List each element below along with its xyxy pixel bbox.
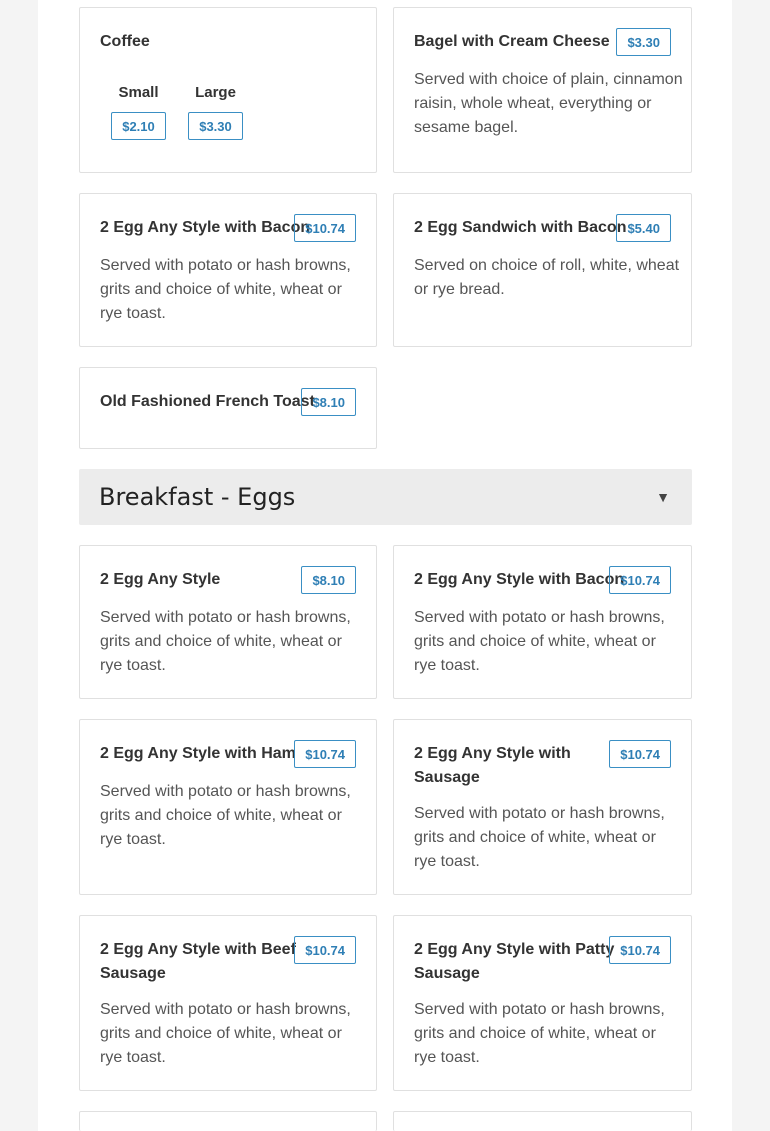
item-title — [414, 742, 571, 790]
desc-line: Served with choice of plain, cinnamon — [414, 71, 683, 88]
title-line: Sausage — [414, 769, 480, 786]
size-option-small[interactable] — [110, 82, 167, 140]
desc-line: Served with potato or hash browns, — [414, 805, 665, 822]
chevron-down-icon[interactable]: ▼ — [656, 489, 670, 505]
item-title — [414, 938, 614, 986]
price-button[interactable]: $10.74 — [609, 740, 671, 768]
item-title — [100, 568, 220, 592]
price-button[interactable]: $3.30 — [616, 28, 671, 56]
menu-item-bagel[interactable] — [393, 7, 692, 173]
desc-line: grits and choice of white, wheat or — [100, 1025, 342, 1042]
desc-line: grits and choice of white, wheat or — [414, 829, 656, 846]
item-description — [414, 254, 679, 302]
desc-line: Served on choice of roll, white, wheat — [414, 257, 680, 274]
item-title: Coffee — [100, 33, 150, 50]
item-description — [414, 802, 665, 874]
price-button[interactable]: $8.10 — [301, 566, 356, 594]
desc-line: rye toast. — [100, 1049, 166, 1066]
menu-item-partial-right[interactable] — [393, 1111, 692, 1131]
item-description — [414, 606, 665, 678]
item-title — [100, 742, 296, 766]
desc-line: rye toast. — [100, 831, 166, 848]
item-description — [414, 998, 665, 1070]
desc-line: sesame bagel. — [414, 119, 519, 136]
title-line: 2 Egg Any Style with — [414, 745, 571, 762]
title-line: Sausage — [100, 965, 166, 982]
price-button[interactable]: $10.74 — [609, 936, 671, 964]
item-description — [100, 254, 351, 326]
desc-line: Served with potato or hash browns, — [414, 1001, 665, 1018]
desc-line: grits and choice of white, wheat or — [100, 633, 342, 650]
item-description — [100, 998, 351, 1070]
title-line: 2 Egg Any Style with Beef — [100, 941, 296, 958]
desc-line: Served with potato or hash browns, — [100, 783, 351, 800]
menu-item-coffee[interactable] — [79, 7, 377, 173]
price-button[interactable]: $10.74 — [294, 214, 356, 242]
menu-item-egg-any-style-bacon[interactable] — [393, 545, 692, 699]
desc-line: rye toast. — [414, 1049, 480, 1066]
menu-item-egg-sandwich[interactable] — [393, 193, 692, 347]
desc-line: rye toast. — [100, 305, 166, 322]
item-title: 2 Egg Any Style with Bacon — [100, 219, 311, 236]
size-label: Small — [118, 84, 159, 101]
price-button[interactable]: $10.74 — [294, 936, 356, 964]
title-line: 2 Egg Any Style — [100, 571, 221, 588]
desc-line: grits and choice of white, wheat or — [414, 633, 656, 650]
size-option-large[interactable] — [187, 82, 244, 140]
menu-item-egg-any-style-beef-sausage[interactable] — [79, 915, 377, 1091]
menu-item-egg-bacon[interactable] — [79, 193, 377, 347]
title-line: 2 Egg Any Style with Patty — [414, 941, 615, 958]
desc-line: Served with potato or hash browns, — [100, 1001, 351, 1018]
item-description — [100, 606, 351, 678]
desc-line: rye toast. — [414, 853, 480, 870]
item-description — [414, 68, 683, 140]
menu-item-egg-any-style[interactable] — [79, 545, 377, 699]
menu-item-partial-left[interactable] — [79, 1111, 377, 1131]
item-title: Bagel with Cream Cheese — [414, 33, 610, 50]
price-button[interactable]: $2.10 — [111, 112, 166, 140]
desc-line: raisin, whole wheat, everything or — [414, 95, 652, 112]
price-button[interactable]: $5.40 — [616, 214, 671, 242]
menu-item-egg-any-style-ham[interactable] — [79, 719, 377, 895]
item-title: 2 Egg Sandwich with Bacon — [414, 219, 627, 236]
title-line: Sausage — [414, 965, 480, 982]
menu-item-french-toast[interactable] — [79, 367, 377, 449]
item-title — [414, 568, 624, 592]
price-button[interactable]: $8.10 — [301, 388, 356, 416]
item-description — [100, 780, 351, 852]
desc-line: Served with potato or hash browns, — [414, 609, 665, 626]
menu-item-egg-any-style-patty-sausage[interactable] — [393, 915, 692, 1091]
title-line: 2 Egg Any Style with Ham — [100, 745, 296, 762]
price-button[interactable]: $10.74 — [609, 566, 671, 594]
desc-line: grits and choice of white, wheat or — [100, 807, 342, 824]
desc-line: grits and choice of white, wheat or — [100, 281, 342, 298]
menu-item-egg-any-style-sausage[interactable] — [393, 719, 692, 895]
item-title: Old Fashioned French Toast — [100, 393, 315, 410]
desc-line: Served with potato or hash browns, — [100, 609, 351, 626]
desc-line: Served with potato or hash browns, — [100, 257, 351, 274]
section-title: Breakfast - Eggs — [99, 483, 296, 511]
size-label: Large — [195, 84, 236, 101]
price-button[interactable]: $10.74 — [294, 740, 356, 768]
title-line: 2 Egg Any Style with Bacon — [414, 571, 625, 588]
desc-line: rye toast. — [414, 657, 480, 674]
desc-line: or rye bread. — [414, 281, 505, 298]
item-title — [100, 938, 296, 986]
desc-line: grits and choice of white, wheat or — [414, 1025, 656, 1042]
section-header-breakfast-eggs[interactable] — [79, 469, 692, 525]
desc-line: rye toast. — [100, 657, 166, 674]
price-button[interactable]: $3.30 — [188, 112, 243, 140]
